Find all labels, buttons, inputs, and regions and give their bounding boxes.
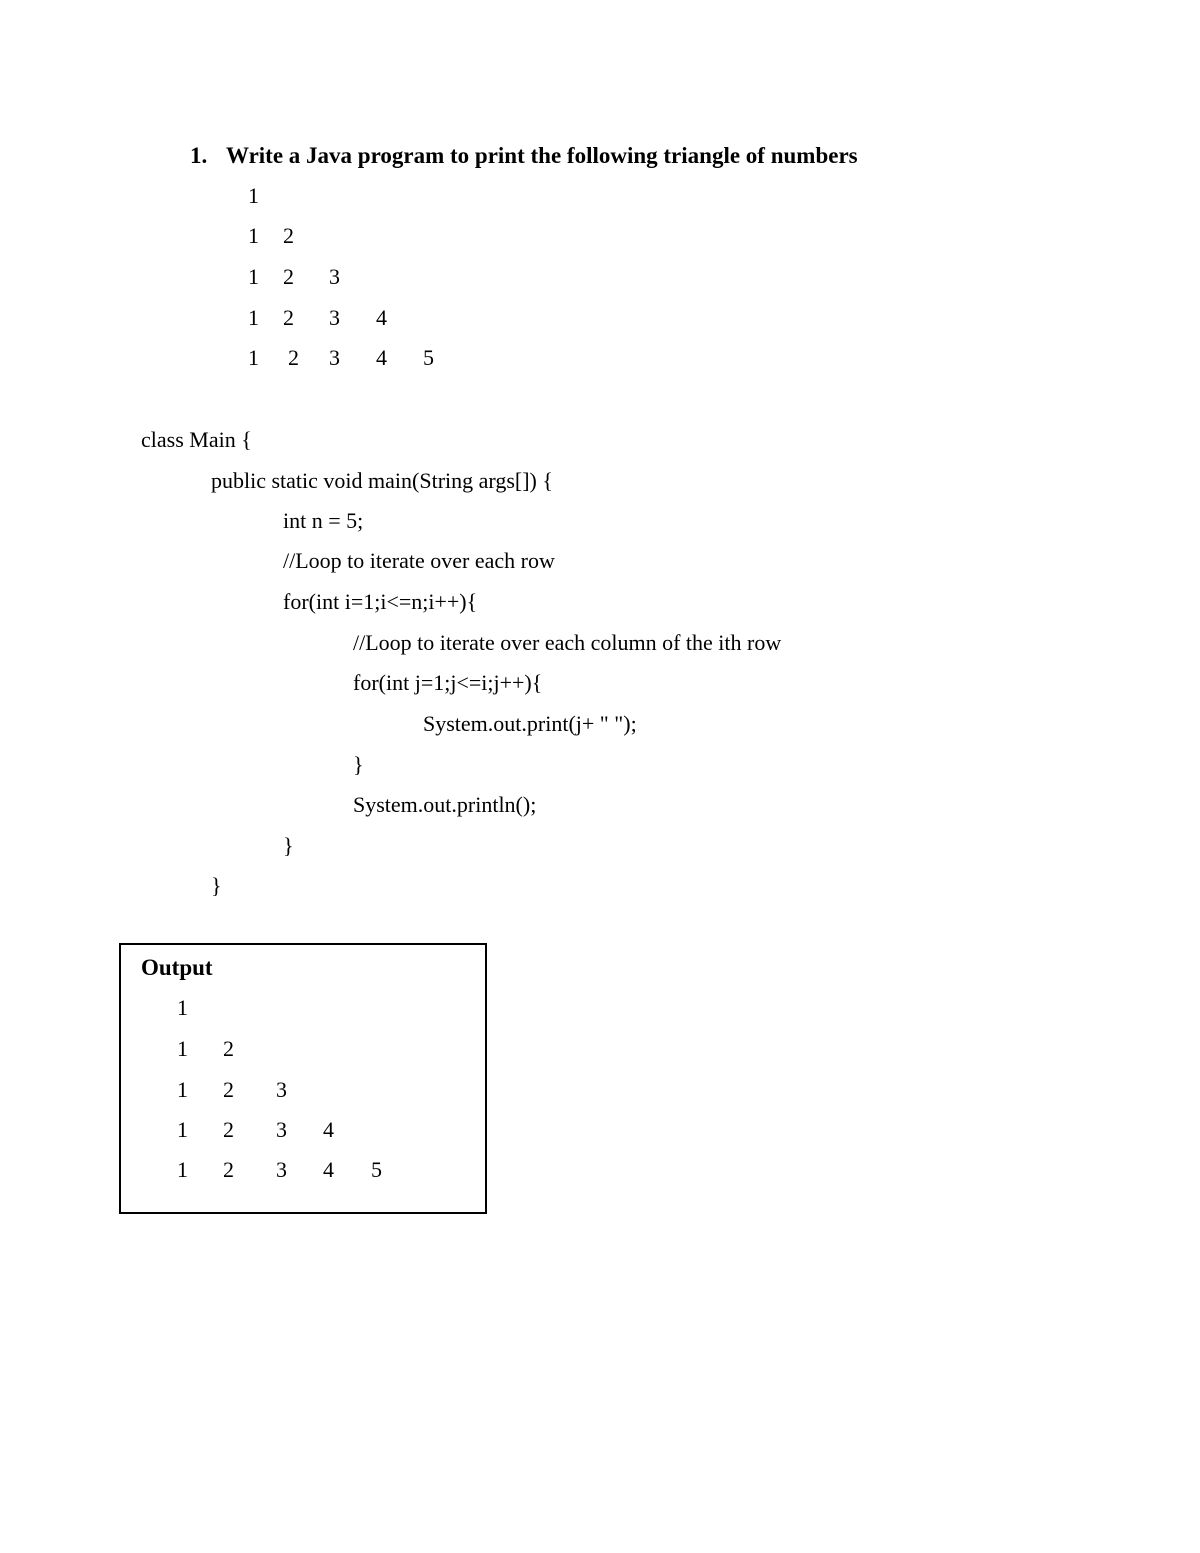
output-cell: 1 (177, 1036, 188, 1061)
triangle-cell: 5 (423, 345, 434, 370)
code-line: for(int i=1;i<=n;i++){ (283, 589, 478, 614)
triangle-cell: 1 (248, 183, 259, 208)
code-line: } (283, 833, 294, 858)
code-line: } (211, 873, 222, 898)
triangle-cell: 2 (283, 223, 294, 248)
output-cell: 4 (323, 1157, 334, 1182)
triangle-cell: 4 (376, 305, 387, 330)
triangle-cell: 3 (329, 345, 340, 370)
question-number: 1. (190, 143, 208, 168)
code-line: public static void main(String args[]) { (211, 468, 553, 493)
output-cell: 2 (223, 1036, 234, 1061)
output-cell: 2 (223, 1117, 234, 1142)
output-cell: 1 (177, 995, 188, 1020)
triangle-cell: 2 (283, 305, 294, 330)
code-line: System.out.print(j+ " "); (423, 711, 637, 736)
output-cell: 3 (276, 1117, 287, 1142)
output-cell: 4 (323, 1117, 334, 1142)
question-heading (190, 140, 858, 172)
code-comment: //Loop to iterate over each column of the ith row (353, 630, 782, 655)
code-line: } (353, 752, 364, 777)
triangle-cell: 1 (248, 264, 259, 289)
code-line: System.out.println(); (353, 792, 537, 817)
output-title: Output (141, 955, 213, 980)
output-cell: 2 (223, 1077, 234, 1102)
output-cell: 2 (223, 1157, 234, 1182)
code-line: for(int j=1;j<=i;j++){ (353, 670, 543, 695)
output-cell: 1 (177, 1157, 188, 1182)
output-cell: 5 (371, 1157, 382, 1182)
output-box (119, 943, 487, 1214)
triangle-cell: 2 (283, 264, 294, 289)
triangle-cell: 4 (376, 345, 387, 370)
output-cell: 1 (177, 1077, 188, 1102)
triangle-cell: 2 (288, 345, 299, 370)
code-line: class Main { (141, 427, 252, 452)
question-text: Write a Java program to print the following triangle of numbers (226, 143, 858, 168)
triangle-cell: 3 (329, 264, 340, 289)
output-cell: 3 (276, 1077, 287, 1102)
code-comment: //Loop to iterate over each row (283, 548, 555, 573)
output-cell: 1 (177, 1117, 188, 1142)
triangle-cell: 1 (248, 305, 259, 330)
triangle-cell: 1 (248, 223, 259, 248)
triangle-cell: 3 (329, 305, 340, 330)
triangle-cell: 1 (248, 345, 259, 370)
output-cell: 3 (276, 1157, 287, 1182)
code-line: int n = 5; (283, 508, 364, 533)
